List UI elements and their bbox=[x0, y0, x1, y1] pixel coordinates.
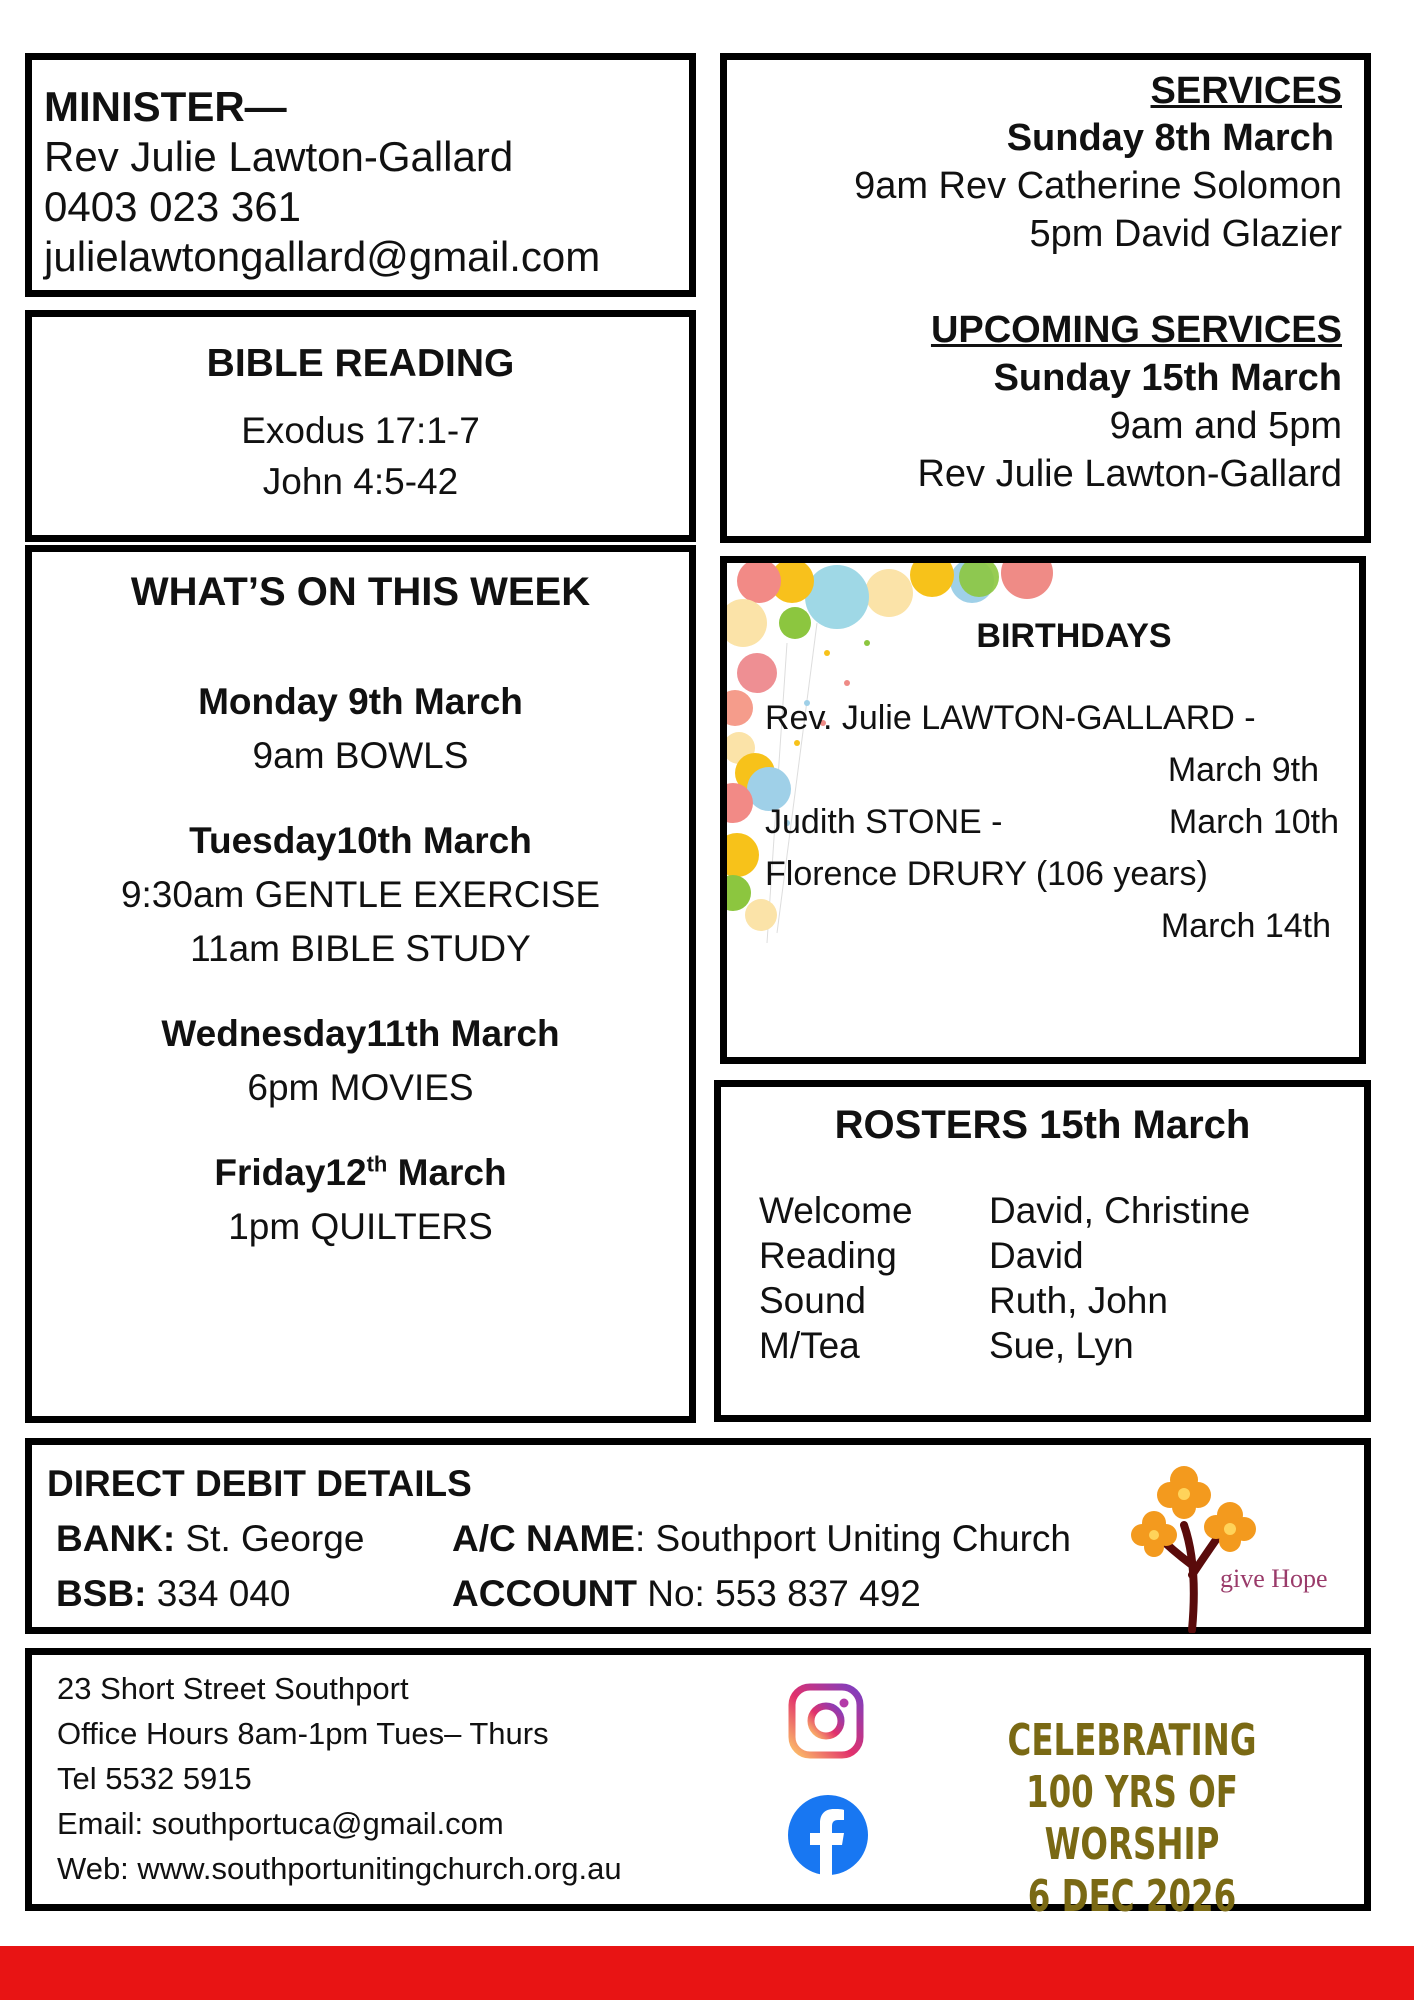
service-line: 9am Rev Catherine Solomon bbox=[854, 165, 1342, 207]
event-item: 9:30am GENTLE EXERCISE bbox=[120, 874, 601, 915]
event-day-label: Friday12th March bbox=[214, 1151, 507, 1193]
birthday-name: Judith STONE - bbox=[765, 803, 1003, 841]
contact-web: Web: www.southportunitingchurch.org.au bbox=[57, 1851, 622, 1886]
birthday-name: Florence DRURY (106 years) bbox=[765, 855, 1208, 893]
contact-box bbox=[25, 1648, 1371, 1922]
upcoming-services-heading: UPCOMING SERVICES bbox=[930, 309, 1342, 351]
event-day-friday bbox=[32, 1146, 689, 1254]
birthdays-box bbox=[720, 556, 1366, 1064]
account-number-detail: ACCOUNT No: 553 837 492 bbox=[452, 1573, 921, 1614]
bible-reading-2: John 4:5-42 bbox=[262, 461, 459, 502]
birthdays-heading: BIRTHDAYS bbox=[976, 617, 1172, 655]
centenary-line: 100 YRS OF WORSHIP bbox=[1026, 1767, 1238, 1870]
roster-row bbox=[759, 1280, 1168, 1322]
roster-role: Reading bbox=[759, 1235, 897, 1276]
services-date: Sunday 8th March bbox=[1006, 117, 1334, 159]
service-line: 5pm David Glazier bbox=[1029, 213, 1342, 255]
centenary-line: CELEBRATING bbox=[1007, 1715, 1257, 1766]
birthday-date: March 10th bbox=[1168, 803, 1339, 841]
roster-role: Welcome bbox=[759, 1190, 913, 1231]
roster-row bbox=[759, 1190, 1250, 1232]
event-day-wednesday bbox=[32, 1007, 689, 1115]
whats-on-heading: WHAT’S ON THIS WEEK bbox=[130, 570, 591, 614]
event-day-label: Wednesday11th March bbox=[161, 1013, 560, 1054]
direct-debit-box bbox=[25, 1438, 1371, 1634]
roster-row bbox=[759, 1325, 1134, 1367]
roster-people: David, Christine bbox=[989, 1190, 1251, 1231]
upcoming-services-date: Sunday 15th March bbox=[993, 357, 1342, 399]
roster-row bbox=[759, 1235, 1084, 1277]
roster-people: Ruth, John bbox=[989, 1280, 1168, 1321]
event-day-label: Monday 9th March bbox=[198, 681, 523, 722]
bank-detail: BANK: St. George bbox=[56, 1518, 365, 1559]
event-item: 11am BIBLE STUDY bbox=[190, 928, 531, 969]
contact-hours: Office Hours 8am-1pm Tues– Thurs bbox=[57, 1716, 549, 1751]
services-box bbox=[720, 53, 1371, 543]
give-hope-logo bbox=[1112, 1445, 1332, 1633]
centenary-line: 6 DEC 2026 bbox=[1027, 1871, 1237, 1922]
facebook-icon[interactable] bbox=[786, 1793, 870, 1877]
minister-box bbox=[25, 53, 696, 297]
instagram-icon[interactable] bbox=[786, 1681, 866, 1761]
birthday-date: March 14th bbox=[1160, 907, 1331, 945]
event-item: 6pm MOVIES bbox=[247, 1067, 474, 1108]
roster-people: David bbox=[989, 1235, 1084, 1276]
give-hope-text: give Hope bbox=[1220, 1564, 1328, 1593]
bible-reading-heading: BIBLE READING bbox=[206, 342, 515, 385]
birthday-date: March 9th bbox=[1167, 751, 1319, 789]
contact-phone: Tel 5532 5915 bbox=[57, 1761, 252, 1796]
direct-debit-heading: DIRECT DEBIT DETAILS bbox=[47, 1463, 472, 1504]
footer-red-bar bbox=[0, 1946, 1414, 2000]
rosters-heading: ROSTERS 15th March bbox=[834, 1103, 1251, 1147]
bible-reading-box bbox=[25, 310, 696, 542]
whats-on-box bbox=[25, 545, 696, 1423]
minister-email: julielawtongallard@gmail.com bbox=[44, 233, 601, 280]
roster-role: M/Tea bbox=[759, 1325, 860, 1366]
event-day-monday bbox=[32, 675, 689, 783]
account-name-detail: A/C NAME: Southport Uniting Church bbox=[452, 1518, 1071, 1559]
upcoming-service-line: Rev Julie Lawton-Gallard bbox=[917, 453, 1342, 495]
contact-address: 23 Short Street Southport bbox=[57, 1671, 409, 1706]
roster-role: Sound bbox=[759, 1280, 866, 1321]
birthday-name: Rev. Julie LAWTON-GALLARD - bbox=[765, 699, 1256, 737]
bible-reading-1: Exodus 17:1-7 bbox=[241, 410, 480, 451]
event-day-tuesday bbox=[32, 814, 689, 976]
rosters-box bbox=[714, 1080, 1371, 1422]
centenary-banner bbox=[968, 1715, 1296, 1923]
upcoming-service-line: 9am and 5pm bbox=[1109, 405, 1342, 447]
event-item: 9am BOWLS bbox=[252, 735, 469, 776]
minister-name: Rev Julie Lawton-Gallard bbox=[44, 133, 514, 180]
contact-email: Email: southportuca@gmail.com bbox=[57, 1806, 504, 1841]
services-heading: SERVICES bbox=[1150, 70, 1342, 112]
minister-phone: 0403 023 361 bbox=[44, 183, 301, 230]
bsb-detail: BSB: 334 040 bbox=[56, 1573, 291, 1614]
roster-people: Sue, Lyn bbox=[989, 1325, 1134, 1366]
minister-heading: MINISTER— bbox=[44, 83, 287, 130]
event-day-label: Tuesday10th March bbox=[189, 820, 532, 861]
event-item: 1pm QUILTERS bbox=[228, 1206, 493, 1247]
